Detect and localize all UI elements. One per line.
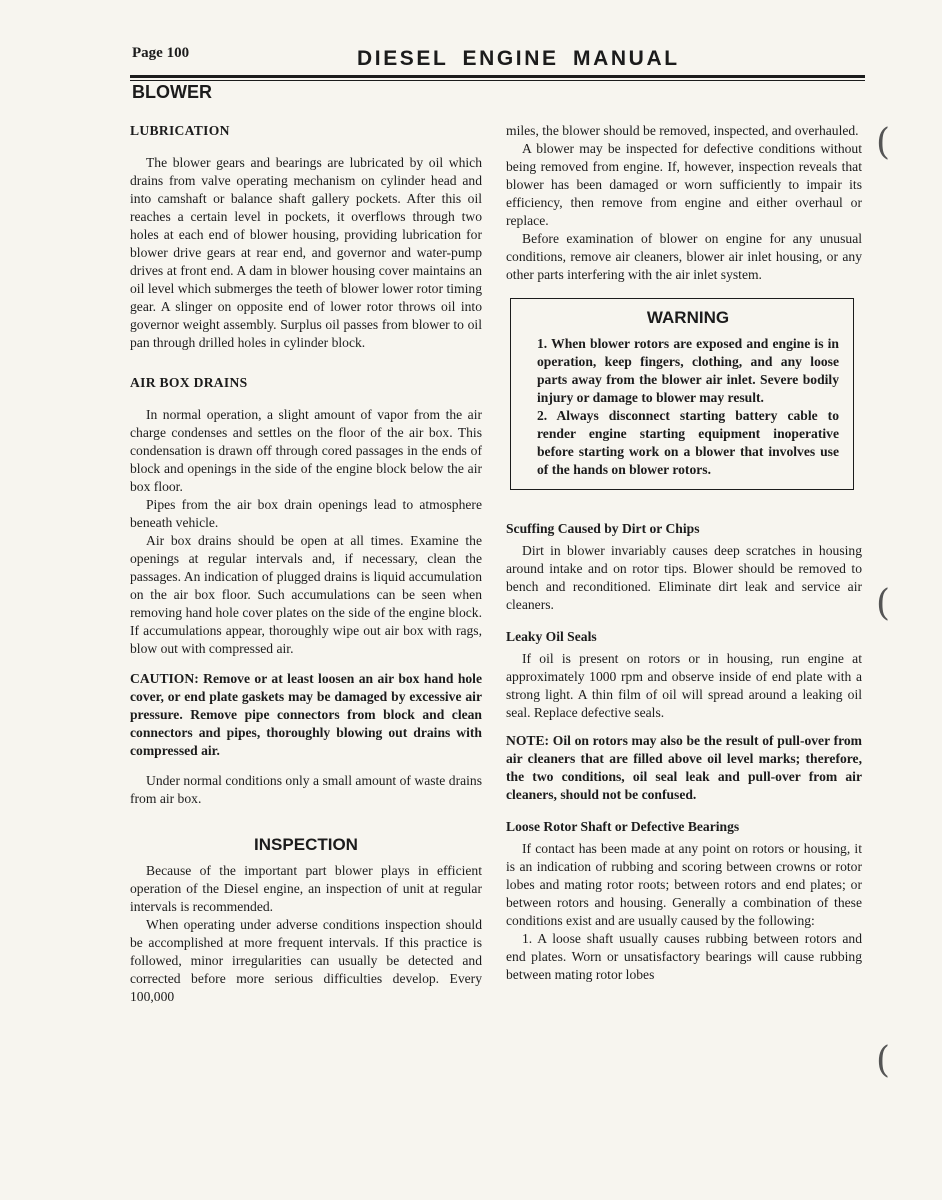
air-box-paragraph-2: Pipes from the air box drain openings lead to atmosphere beneath vehicle. bbox=[130, 497, 482, 530]
inspection-paragraph-2: When operating under adverse conditions inspection should be accomplished at more frequent intervals. If this practice is followed, minor irregularities can usually be detected and corrected before more serious difficulties develop. Every 100,000 bbox=[130, 917, 482, 1004]
caution-text: Remove or at least loosen an air box hand hole cover, or end plate gaskets may be damaged by excessive air pressure. Remove pipe connectors from block and clean connectors and pipes, thoroughly blowing out drains with compressed air. bbox=[130, 671, 482, 758]
lubrication-paragraph: The blower gears and bearings are lubricated by oil which drains from valve operating mechanism on cylinder head and into camshaft or balance shaft gallery pockets. After this oil reaches a certain level in pockets, it overflows through two holes at each end of blower housing, providing lubrication for blower drive gears at rear end, and governor and water-pump drives at front end. A dam in blower housing cover maintains an oil level which submerges the teeth of blower lower rotor timing gear. A slinger on opposite end of lower rotor throws oil into governor weight assembly. Surplus oil passes from blower to oil pan through drilled holes in cylinder block. bbox=[130, 155, 482, 350]
before-examination-paragraph: Before examination of blower on engine for any unusual conditions, remove air cleaners, blower air inlet housing, or any other parts interfering with the air inlet system. bbox=[506, 231, 862, 282]
caution-paragraph bbox=[130, 670, 482, 760]
header-rule-thick bbox=[130, 75, 865, 78]
lubrication-heading: LUBRICATION bbox=[130, 123, 230, 138]
warning-item-1: 1. When blower rotors are exposed and engine is in operation, keep fingers, clothing, and any loose parts away from the blower air inlet. Severe bodily injury or damage to blower may result. bbox=[537, 336, 839, 405]
inspection-paragraph-1: Because of the important part blower plays in efficient operation of the Diesel engine, an inspection of unit at regular intervals is recommended. bbox=[130, 863, 482, 914]
note-label: NOTE: bbox=[506, 733, 550, 748]
caution-label: CAUTION: bbox=[130, 671, 199, 686]
warning-box bbox=[510, 298, 854, 490]
inspection-heading: INSPECTION bbox=[254, 835, 358, 854]
leaky-oil-seals-heading: Leaky Oil Seals bbox=[506, 629, 597, 644]
header-rule-thin bbox=[130, 80, 865, 81]
air-box-paragraph-3: Air box drains should be open at all times. Examine the openings at regular intervals and, if necessary, clean the passages. An indication of plugged drains is liquid accumulation on the air box floor. Such accumulations can be seen when removing hand hole cover plates on the side of the engine block. If accumulations appear, thoroughly wipe out air box with rags, blow out with compressed air. bbox=[130, 533, 482, 656]
continued-paragraph: miles, the blower should be removed, inspected, and overhauled. bbox=[506, 123, 859, 138]
margin-mark-1: ( bbox=[876, 122, 891, 163]
right-column bbox=[506, 122, 862, 984]
air-box-paragraph-4: Under normal conditions only a small amount of waste drains from air box. bbox=[130, 773, 482, 806]
loose-rotor-paragraph-2: 1. A loose shaft usually causes rubbing between rotors and end plates. Worn or unsatisfactory bearings will cause rubbing between mating rotor lobes bbox=[506, 931, 862, 982]
note-paragraph bbox=[506, 732, 862, 804]
scuffing-heading: Scuffing Caused by Dirt or Chips bbox=[506, 521, 700, 536]
leaky-oil-seals-paragraph: If oil is present on rotors or in housing, run engine at approximately 1000 rpm and observe inside of end plate with a strong light. A thin film of oil will spread around a leaking oil seal. Replace defective seals. bbox=[506, 651, 862, 720]
section-title: BLOWER bbox=[132, 82, 212, 102]
manual-title: DIESEL ENGINE MANUAL bbox=[357, 47, 680, 70]
warning-item-2: 2. Always disconnect starting battery cable to render engine starting equipment inoperative before starting work on a blower that involves use of the hands on blower rotors. bbox=[537, 408, 839, 477]
spacer bbox=[506, 490, 862, 520]
loose-rotor-heading: Loose Rotor Shaft or Defective Bearings bbox=[506, 819, 740, 834]
left-column bbox=[130, 122, 482, 1006]
inspect-paragraph: A blower may be inspected for defective conditions without being removed from engine. If, however, inspection reveals that blower has been damaged or worn sufficiently to impair its efficiency, then remove from engine and either overhaul or replace. bbox=[506, 141, 862, 228]
page-number: Page 100 bbox=[132, 45, 190, 61]
margin-mark-2: ( bbox=[876, 583, 891, 624]
loose-rotor-paragraph-1: If contact has been made at any point on rotors or housing, it is an indication of rubbing and scoring between crowns or rotor lobes and mating rotor roots; between rotors and end plates; or between rotors and housing. Generally a combination of these conditions exist and are usually caused by the following: bbox=[506, 841, 862, 928]
air-box-paragraph-1: In normal operation, a slight amount of vapor from the air charge condenses and settles on the floor of the air box. This condensation is drawn off through cored passages in the ends of block and openings in the side of the engine block below the air box floor. bbox=[130, 407, 482, 494]
air-box-drains-heading: AIR BOX DRAINS bbox=[130, 375, 248, 390]
scuffing-paragraph: Dirt in blower invariably causes deep scratches in housing around intake and on rotor tips. Blower should be removed to bench and reconditioned. Eliminate dirt leak and service air cleaners. bbox=[506, 543, 862, 612]
margin-mark-3: ( bbox=[876, 1040, 891, 1081]
warning-title: WARNING bbox=[646, 308, 730, 327]
note-text: Oil on rotors may also be the result of pull-over from air cleaners that are filled above oil level marks; therefore, the two conditions, oil seal leak and pull-over from air cleaners, should not be confused. bbox=[506, 733, 863, 802]
